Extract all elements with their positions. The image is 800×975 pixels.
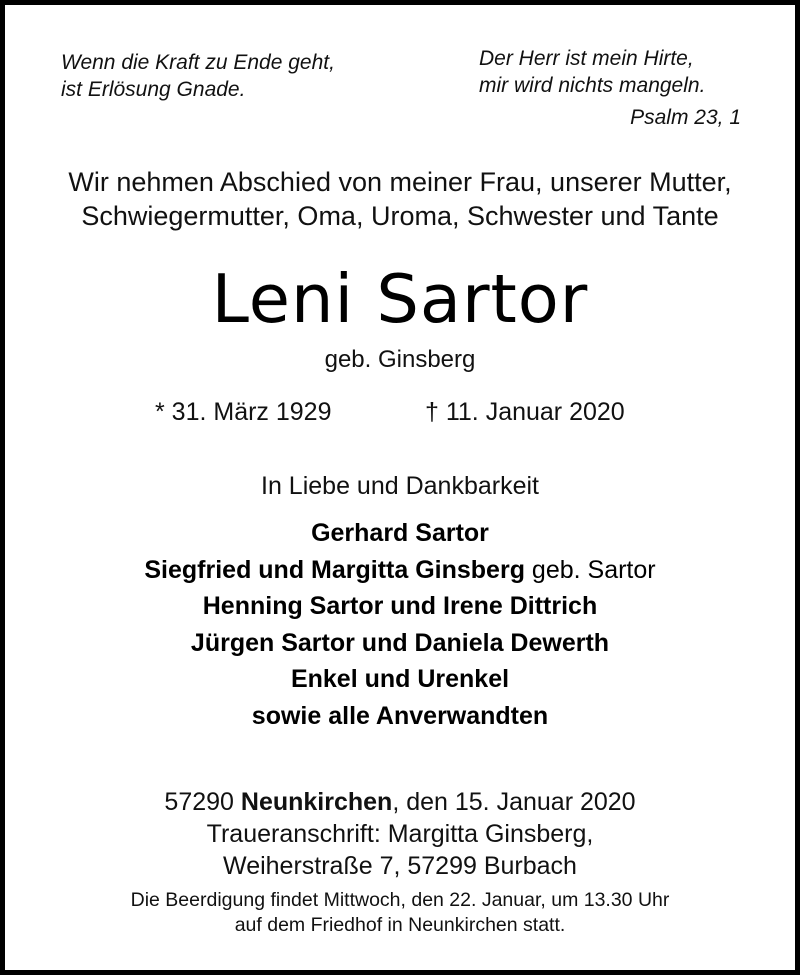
mourner-line-6: sowie alle Anverwandten: [251, 701, 549, 730]
address-line-2: Weiherstraße 7, 57299 Burbach: [223, 852, 577, 880]
place-and-address: [5, 786, 795, 882]
quote-right-line-1: Der Herr ist mein Hirte,: [479, 47, 694, 70]
quote-right-line-2: mir wird nichts mangeln.: [479, 74, 706, 97]
mourner-line-3: Henning Sartor und Irene Dittrich: [202, 592, 598, 620]
mourner-line-2-names: Siegfried und Margitta Ginsberg: [144, 555, 525, 584]
notice-date: , den 15. Januar 2020: [392, 788, 636, 816]
quote-left-line-1: Wenn die Kraft zu Ende geht,: [61, 51, 335, 74]
funeral-line-1: Die Beerdigung findet Mittwoch, den 22. Januar, um 13.30 Uhr: [130, 889, 670, 911]
deceased-name: Leni Sartor: [211, 260, 589, 338]
maiden-name: geb. Ginsberg: [324, 346, 476, 373]
mourner-line-2: [5, 552, 795, 589]
intro-line-1: Wir nehmen Abschied von meiner Frau, unserer Mutter,: [68, 167, 732, 197]
mourner-line-1: Gerhard Sartor: [311, 519, 489, 547]
mourner-line-2-maiden: geb. Sartor: [524, 555, 656, 584]
mourner-line-4: Jürgen Sartor und Daniela Dewerth: [190, 628, 610, 657]
mourner-line-5: Enkel und Urenkel: [290, 665, 510, 693]
funeral-info: [5, 888, 795, 938]
quote-right: [479, 45, 705, 99]
place-date-line: [5, 786, 795, 818]
quote-source: Psalm 23, 1: [630, 106, 741, 129]
mourners-list: [5, 515, 795, 734]
quote-left: [61, 49, 335, 103]
birth-date: * 31. März 1929: [155, 398, 332, 426]
life-dates: [5, 398, 795, 428]
death-date: † 11. Januar 2020: [425, 398, 625, 426]
city: Neunkirchen: [240, 788, 393, 816]
quote-left-line-2: ist Erlösung Gnade.: [61, 78, 246, 101]
address-line-1: Traueranschrift: Margitta Ginsberg,: [206, 820, 594, 848]
intro-line-2: Schwiegermutter, Oma, Uroma, Schwester und Tante: [81, 201, 719, 231]
postal-code: 57290: [164, 788, 241, 816]
closing-phrase: In Liebe und Dankbarkeit: [261, 472, 539, 500]
farewell-intro: [5, 165, 795, 233]
funeral-line-2: auf dem Friedhof in Neunkirchen statt.: [234, 914, 566, 936]
